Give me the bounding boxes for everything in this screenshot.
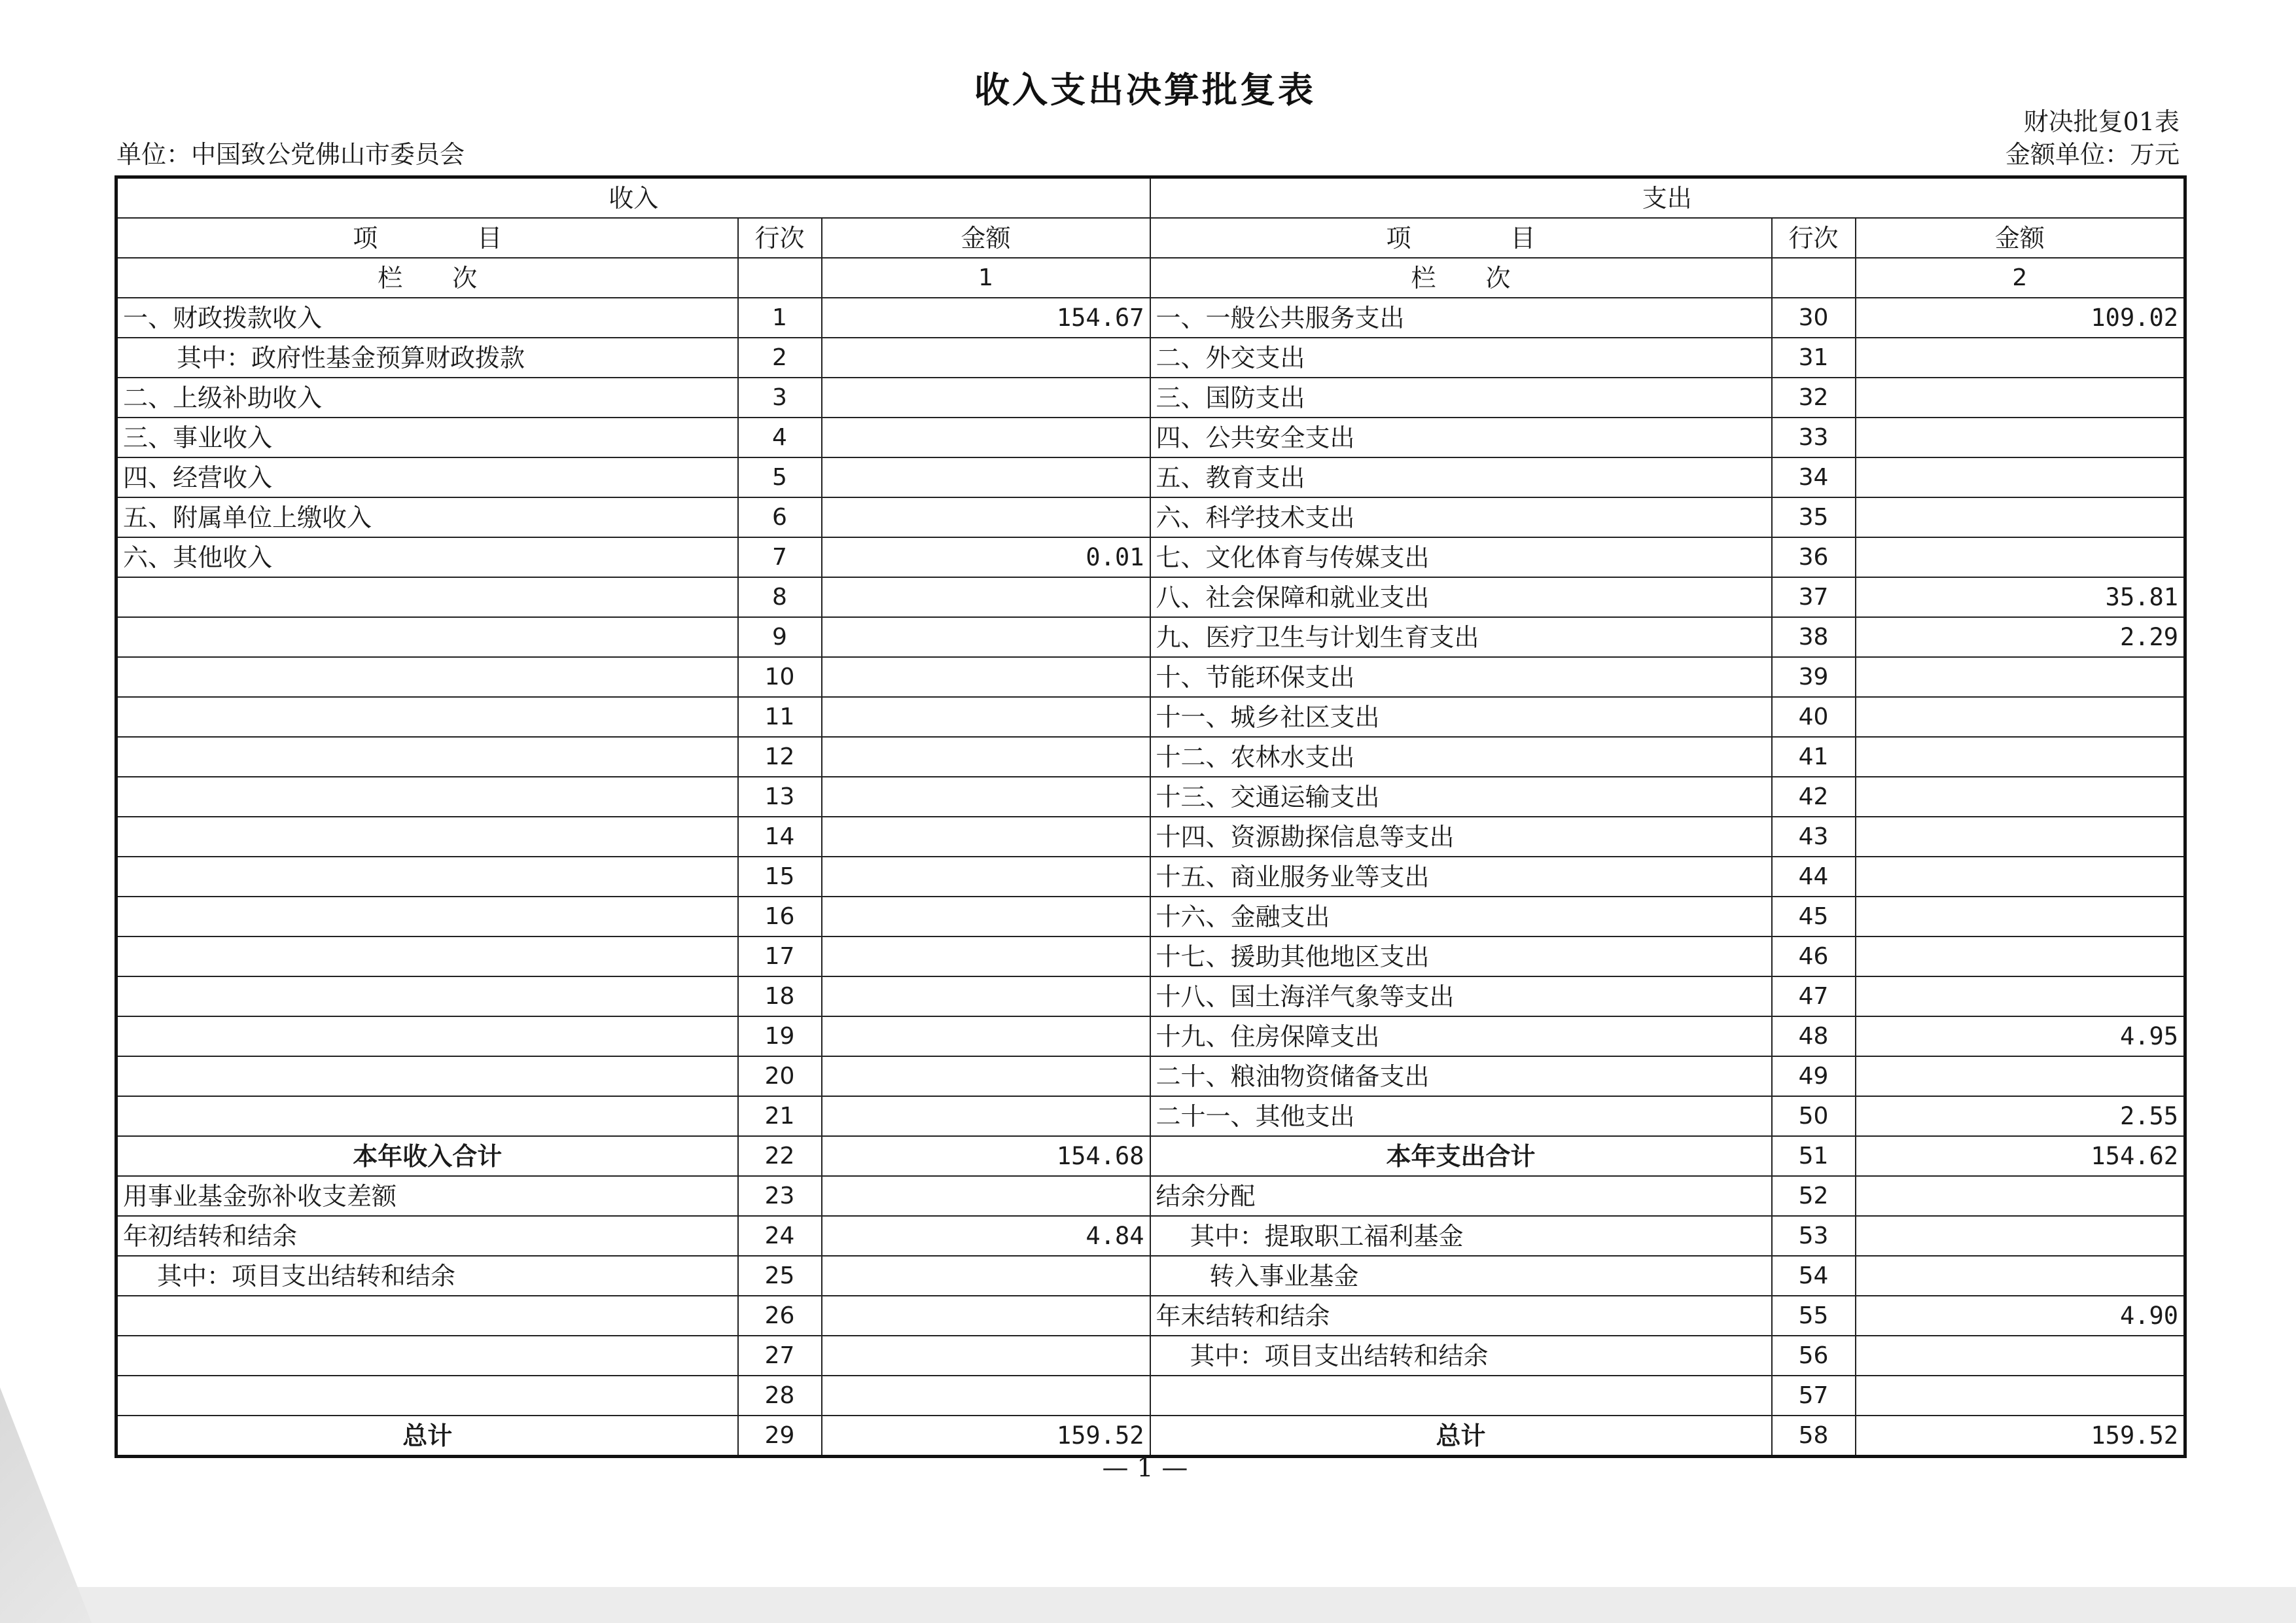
income-item-cell xyxy=(116,976,738,1016)
expense-amount-cell xyxy=(1856,378,2185,418)
income-row-no-cell: 1 xyxy=(738,298,822,338)
income-item-cell xyxy=(116,1376,738,1416)
table-row xyxy=(116,1336,2185,1376)
expense-amount-cell xyxy=(1856,817,2185,857)
income-amount-cell xyxy=(822,378,1150,418)
income-item-cell: 一、财政拨款收入 xyxy=(116,298,738,338)
expense-amount-cell xyxy=(1856,457,2185,497)
income-item-cell: 其中：政府性基金预算财政拨款 xyxy=(116,338,738,378)
expense-item-cell: 二十一、其他支出 xyxy=(1150,1096,1772,1136)
expense-row-no-cell: 48 xyxy=(1772,1016,1856,1056)
income-row-no-cell: 17 xyxy=(738,936,822,976)
income-amount-cell xyxy=(822,1376,1150,1416)
scan-bottom-shade xyxy=(0,1587,2296,1623)
table-row xyxy=(116,1216,2185,1256)
income-amount-cell xyxy=(822,1056,1150,1096)
expense-row-no-cell: 58 xyxy=(1772,1416,1856,1457)
expense-amount-cell: 109.02 xyxy=(1856,298,2185,338)
table-row xyxy=(116,378,2185,418)
income-amount-cell xyxy=(822,897,1150,936)
expense-item-cell: 结余分配 xyxy=(1150,1176,1772,1216)
table-row xyxy=(116,777,2185,817)
income-amount-cell xyxy=(822,577,1150,617)
expense-amount-cell xyxy=(1856,497,2185,537)
expense-row-no-cell: 52 xyxy=(1772,1176,1856,1216)
expense-item-cell: 十八、国土海洋气象等支出 xyxy=(1150,976,1772,1016)
expense-item-cell: 年末结转和结余 xyxy=(1150,1296,1772,1336)
document-title: 收入支出决算批复表 xyxy=(974,69,1316,111)
income-item-cell xyxy=(116,936,738,976)
expense-item-cell: 其中：提取职工福利基金 xyxy=(1150,1216,1772,1256)
expense-row-no-cell: 54 xyxy=(1772,1256,1856,1296)
expense-amount-cell xyxy=(1856,537,2185,577)
scan-corner-fold xyxy=(0,1387,92,1623)
income-expense-table xyxy=(115,175,2187,1458)
income-amount-cell xyxy=(822,936,1150,976)
expense-amount-cell xyxy=(1856,418,2185,457)
income-amount-cell xyxy=(822,1016,1150,1056)
income-amount-column-header: 金额 xyxy=(822,218,1150,258)
expense-amount-column-header: 金额 xyxy=(1856,218,2185,258)
income-amount-cell xyxy=(822,657,1150,697)
expense-row-no-cell: 36 xyxy=(1772,537,1856,577)
income-item-cell xyxy=(116,577,738,617)
expense-amount-cell xyxy=(1856,1056,2185,1096)
income-item-cell xyxy=(116,1016,738,1056)
expense-row-no-cell: 38 xyxy=(1772,617,1856,657)
table-row xyxy=(116,457,2185,497)
income-amount-cell: 4.84 xyxy=(822,1216,1150,1256)
expense-row-no-cell: 57 xyxy=(1772,1376,1856,1416)
income-item-cell: 其中：项目支出结转和结余 xyxy=(116,1256,738,1296)
expense-amount-cell: 35.81 xyxy=(1856,577,2185,617)
expense-amount-cell xyxy=(1856,737,2185,777)
expense-row-no-cell: 49 xyxy=(1772,1056,1856,1096)
table-row xyxy=(116,418,2185,457)
table-row xyxy=(116,1056,2185,1096)
expense-amount-cell xyxy=(1856,976,2185,1016)
table-row xyxy=(116,1376,2185,1416)
expense-amount-cell: 4.95 xyxy=(1856,1016,2185,1056)
income-lanci-blank xyxy=(738,258,822,298)
table-row xyxy=(116,857,2185,897)
section-header-row xyxy=(116,177,2185,219)
expense-amount-cell: 4.90 xyxy=(1856,1296,2185,1336)
column-header-row xyxy=(116,218,2185,258)
income-row-no-cell: 8 xyxy=(738,577,822,617)
income-item-cell xyxy=(116,617,738,657)
expense-amount-cell xyxy=(1856,936,2185,976)
income-amount-cell xyxy=(822,617,1150,657)
income-row-no-cell: 9 xyxy=(738,617,822,657)
expense-item-cell: 转入事业基金 xyxy=(1150,1256,1772,1296)
table-row xyxy=(116,657,2185,697)
income-row-no-cell: 6 xyxy=(738,497,822,537)
income-amount-cell xyxy=(822,1256,1150,1296)
income-row-no-cell: 7 xyxy=(738,537,822,577)
income-item-cell: 年初结转和结余 xyxy=(116,1216,738,1256)
income-amount-cell xyxy=(822,697,1150,737)
income-section-header: 收入 xyxy=(116,177,1150,219)
expense-item-cell: 二、外交支出 xyxy=(1150,338,1772,378)
income-row-no-cell: 4 xyxy=(738,418,822,457)
expense-item-cell: 十、节能环保支出 xyxy=(1150,657,1772,697)
table-row xyxy=(116,338,2185,378)
income-item-cell xyxy=(116,857,738,897)
expense-item-cell: 八、社会保障和就业支出 xyxy=(1150,577,1772,617)
expense-row-no-cell: 43 xyxy=(1772,817,1856,857)
income-amount-cell xyxy=(822,457,1150,497)
table-row xyxy=(116,897,2185,936)
income-item-cell xyxy=(116,1056,738,1096)
expense-row-no-cell: 33 xyxy=(1772,418,1856,457)
income-item-cell xyxy=(116,897,738,936)
page-number: — 1 — xyxy=(1102,1453,1188,1483)
expense-row-no-cell: 30 xyxy=(1772,298,1856,338)
income-amount-cell xyxy=(822,418,1150,457)
income-amount-cell: 154.67 xyxy=(822,298,1150,338)
expense-row-no-column-header: 行次 xyxy=(1772,218,1856,258)
income-item-cell: 用事业基金弥补收支差额 xyxy=(116,1176,738,1216)
expense-amount-cell xyxy=(1856,857,2185,897)
income-item-cell: 四、经营收入 xyxy=(116,457,738,497)
income-row-no-cell: 21 xyxy=(738,1096,822,1136)
expense-item-cell: 十三、交通运输支出 xyxy=(1150,777,1772,817)
expense-amount-cell xyxy=(1856,697,2185,737)
income-row-no-cell: 25 xyxy=(738,1256,822,1296)
income-item-cell: 三、事业收入 xyxy=(116,418,738,457)
table-row xyxy=(116,737,2185,777)
expense-item-cell: 三、国防支出 xyxy=(1150,378,1772,418)
table-row xyxy=(116,697,2185,737)
income-item-cell xyxy=(116,1336,738,1376)
income-item-cell xyxy=(116,737,738,777)
expense-row-no-cell: 35 xyxy=(1772,497,1856,537)
income-amount-cell xyxy=(822,976,1150,1016)
table-row xyxy=(116,1016,2185,1056)
expense-column-index: 2 xyxy=(1856,258,2185,298)
income-amount-cell xyxy=(822,1336,1150,1376)
expense-item-cell: 十七、援助其他地区支出 xyxy=(1150,936,1772,976)
expense-row-no-cell: 44 xyxy=(1772,857,1856,897)
income-row-no-cell: 27 xyxy=(738,1336,822,1376)
table-row xyxy=(116,298,2185,338)
expense-item-cell xyxy=(1150,1376,1772,1416)
income-row-no-cell: 3 xyxy=(738,378,822,418)
income-amount-cell xyxy=(822,777,1150,817)
income-column-index: 1 xyxy=(822,258,1150,298)
expense-row-no-cell: 31 xyxy=(1772,338,1856,378)
expense-item-cell: 十五、商业服务业等支出 xyxy=(1150,857,1772,897)
expense-row-no-cell: 53 xyxy=(1772,1216,1856,1256)
income-amount-cell xyxy=(822,1176,1150,1216)
income-item-cell: 六、其他收入 xyxy=(116,537,738,577)
table-row xyxy=(116,1256,2185,1296)
expense-row-no-cell: 40 xyxy=(1772,697,1856,737)
income-row-no-cell: 10 xyxy=(738,657,822,697)
income-row-no-cell: 11 xyxy=(738,697,822,737)
table-row xyxy=(116,976,2185,1016)
expense-row-no-cell: 39 xyxy=(1772,657,1856,697)
income-row-no-cell: 29 xyxy=(738,1416,822,1457)
form-code: 财决批复01表 xyxy=(2023,107,2180,136)
expense-item-cell: 十一、城乡社区支出 xyxy=(1150,697,1772,737)
expense-item-cell: 五、教育支出 xyxy=(1150,457,1772,497)
income-row-no-column-header: 行次 xyxy=(738,218,822,258)
table-row xyxy=(116,1296,2185,1336)
expense-amount-cell: 159.52 xyxy=(1856,1416,2185,1457)
table-row xyxy=(116,1416,2185,1457)
expense-amount-cell: 154.62 xyxy=(1856,1136,2185,1176)
expense-item-cell: 四、公共安全支出 xyxy=(1150,418,1772,457)
income-amount-cell xyxy=(822,857,1150,897)
income-row-no-cell: 12 xyxy=(738,737,822,777)
expense-item-cell: 本年支出合计 xyxy=(1150,1136,1772,1176)
expense-item-cell: 十九、住房保障支出 xyxy=(1150,1016,1772,1056)
expense-row-no-cell: 51 xyxy=(1772,1136,1856,1176)
table-row xyxy=(116,936,2185,976)
income-item-cell: 二、上级补助收入 xyxy=(116,378,738,418)
table-row xyxy=(116,577,2185,617)
income-amount-cell xyxy=(822,497,1150,537)
income-row-no-cell: 20 xyxy=(738,1056,822,1096)
income-amount-cell xyxy=(822,1296,1150,1336)
income-amount-cell: 159.52 xyxy=(822,1416,1150,1457)
income-row-no-cell: 19 xyxy=(738,1016,822,1056)
income-row-no-cell: 26 xyxy=(738,1296,822,1336)
expense-amount-cell xyxy=(1856,777,2185,817)
expense-amount-cell xyxy=(1856,657,2185,697)
expense-amount-cell xyxy=(1856,1176,2185,1216)
income-item-cell: 总计 xyxy=(116,1416,738,1457)
table-row xyxy=(116,537,2185,577)
income-amount-cell: 154.68 xyxy=(822,1136,1150,1176)
income-item-cell: 五、附属单位上缴收入 xyxy=(116,497,738,537)
expense-item-cell: 九、医疗卫生与计划生育支出 xyxy=(1150,617,1772,657)
income-row-no-cell: 22 xyxy=(738,1136,822,1176)
expense-item-cell: 十四、资源勘探信息等支出 xyxy=(1150,817,1772,857)
expense-row-no-cell: 56 xyxy=(1772,1336,1856,1376)
income-row-no-cell: 14 xyxy=(738,817,822,857)
income-lanci-label: 栏 次 xyxy=(116,258,738,298)
table-row xyxy=(116,817,2185,857)
expense-amount-cell xyxy=(1856,1216,2185,1256)
expense-amount-cell xyxy=(1856,897,2185,936)
income-row-no-cell: 5 xyxy=(738,457,822,497)
expense-lanci-label: 栏 次 xyxy=(1150,258,1772,298)
income-item-cell xyxy=(116,1096,738,1136)
income-row-no-cell: 13 xyxy=(738,777,822,817)
expense-item-cell: 六、科学技术支出 xyxy=(1150,497,1772,537)
expense-item-cell: 一、一般公共服务支出 xyxy=(1150,298,1772,338)
expense-amount-cell: 2.55 xyxy=(1856,1096,2185,1136)
expense-row-no-cell: 41 xyxy=(1772,737,1856,777)
income-row-no-cell: 16 xyxy=(738,897,822,936)
expense-row-no-cell: 47 xyxy=(1772,976,1856,1016)
expense-amount-cell xyxy=(1856,1336,2185,1376)
income-amount-cell: 0.01 xyxy=(822,537,1150,577)
expense-row-no-cell: 55 xyxy=(1772,1296,1856,1336)
expense-row-no-cell: 45 xyxy=(1772,897,1856,936)
expense-item-cell: 七、文化体育与传媒支出 xyxy=(1150,537,1772,577)
column-index-row xyxy=(116,258,2185,298)
income-item-cell xyxy=(116,817,738,857)
expense-section-header: 支出 xyxy=(1150,177,2185,219)
table-row xyxy=(116,1096,2185,1136)
expense-lanci-blank xyxy=(1772,258,1856,298)
income-row-no-cell: 18 xyxy=(738,976,822,1016)
table-row xyxy=(116,617,2185,657)
expense-item-cell: 总计 xyxy=(1150,1416,1772,1457)
expense-item-column-header: 项 目 xyxy=(1150,218,1772,258)
income-amount-cell xyxy=(822,817,1150,857)
expense-row-no-cell: 32 xyxy=(1772,378,1856,418)
expense-amount-cell xyxy=(1856,1376,2185,1416)
table-row xyxy=(116,1136,2185,1176)
table-row xyxy=(116,1176,2185,1216)
income-row-no-cell: 15 xyxy=(738,857,822,897)
expense-amount-cell xyxy=(1856,338,2185,378)
income-item-cell: 本年收入合计 xyxy=(116,1136,738,1176)
income-item-cell xyxy=(116,657,738,697)
expense-row-no-cell: 42 xyxy=(1772,777,1856,817)
expense-item-cell: 二十、粮油物资储备支出 xyxy=(1150,1056,1772,1096)
expense-row-no-cell: 37 xyxy=(1772,577,1856,617)
income-row-no-cell: 28 xyxy=(738,1376,822,1416)
expense-row-no-cell: 34 xyxy=(1772,457,1856,497)
expense-item-cell: 十六、金融支出 xyxy=(1150,897,1772,936)
income-row-no-cell: 2 xyxy=(738,338,822,378)
income-row-no-cell: 24 xyxy=(738,1216,822,1256)
income-item-cell xyxy=(116,1296,738,1336)
income-amount-cell xyxy=(822,737,1150,777)
expense-row-no-cell: 46 xyxy=(1772,936,1856,976)
income-row-no-cell: 23 xyxy=(738,1176,822,1216)
expense-item-cell: 十二、农林水支出 xyxy=(1150,737,1772,777)
income-amount-cell xyxy=(822,338,1150,378)
income-item-column-header: 项 目 xyxy=(116,218,738,258)
amount-unit-label: 金额单位：万元 xyxy=(2005,140,2180,169)
table-row xyxy=(116,497,2185,537)
expense-row-no-cell: 50 xyxy=(1772,1096,1856,1136)
unit-label: 单位：中国致公党佛山市委员会 xyxy=(116,140,465,169)
income-amount-cell xyxy=(822,1096,1150,1136)
expense-amount-cell: 2.29 xyxy=(1856,617,2185,657)
income-item-cell xyxy=(116,697,738,737)
income-item-cell xyxy=(116,777,738,817)
expense-item-cell: 其中：项目支出结转和结余 xyxy=(1150,1336,1772,1376)
expense-amount-cell xyxy=(1856,1256,2185,1296)
